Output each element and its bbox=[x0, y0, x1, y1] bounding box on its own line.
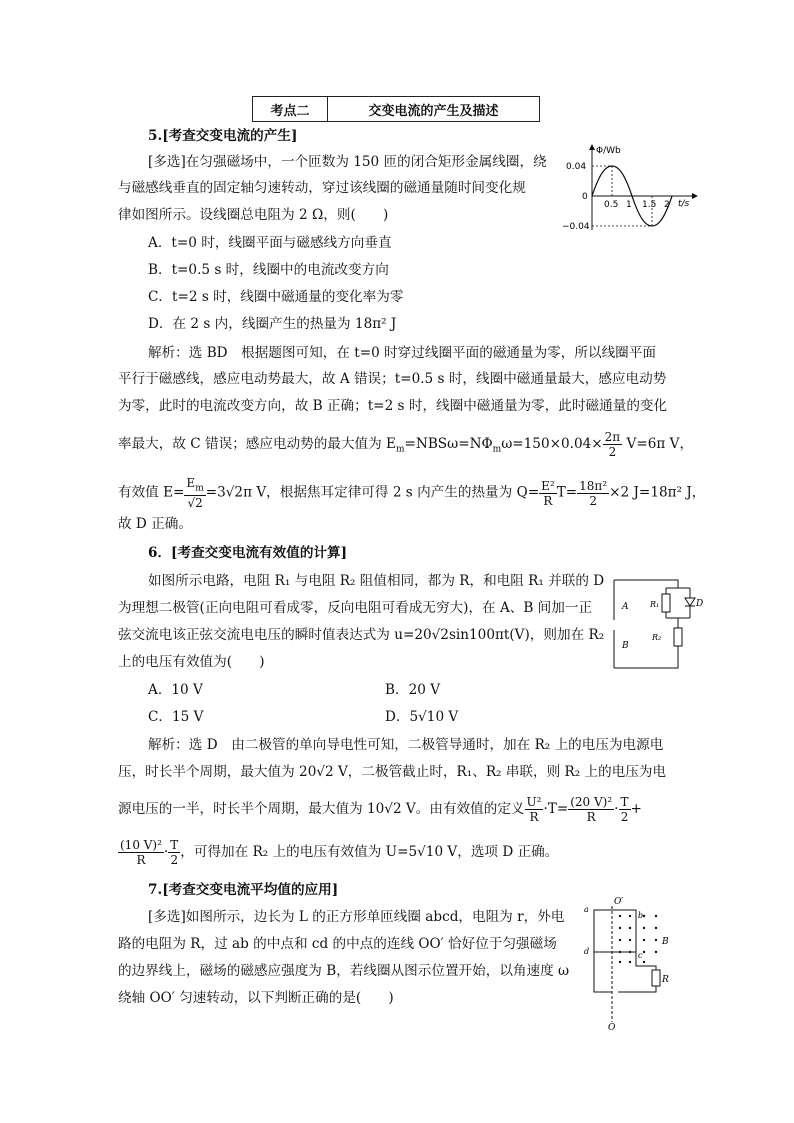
label-o: O bbox=[608, 1023, 616, 1032]
fraction-20v-sq-over-r: $\frac{\text{(20 V)²}}{R}$ bbox=[570, 795, 613, 824]
fraction-18pi2-over-2: $\frac{\text{18π²}}{2}$ bbox=[579, 478, 608, 508]
graph-x-tick: 1.5 bbox=[642, 200, 657, 210]
q5-sol4-part-d: V=6π V， bbox=[626, 436, 694, 452]
q6-sol4-text: ，可得加在 R₂ 上的电压有效值为 U=5√10 V，选项 D 正确。 bbox=[180, 844, 559, 860]
section-header bbox=[252, 96, 540, 122]
graph-y-label: Φ/Wb bbox=[596, 146, 621, 156]
q6-circuit-diagram bbox=[612, 574, 704, 676]
q5-option-c: C．t=2 s 时，线圈中磁通量的变化率为零 bbox=[148, 289, 404, 305]
q6-option-c: C．15 V bbox=[148, 709, 204, 725]
x-axis-arrow bbox=[692, 193, 698, 199]
q7-coil-figure bbox=[582, 896, 674, 1032]
q7-stem-line4: 绕轴 OO′ 匀速转动，以下判断正确的是( ) bbox=[118, 990, 394, 1006]
q6-option-b: B．20 V bbox=[385, 682, 441, 698]
q6-solution-line2: 压，时长半个周期，最大值为 20√2 V，二极管截止时，R₁、R₂ 串联，则 R₂ 上的电压为电 bbox=[118, 764, 667, 780]
fraction-u2-over-r: $\frac{\text{U²}}{R}$ bbox=[526, 795, 542, 824]
fraction-t-over-2: $\frac{T}{2}$ bbox=[620, 795, 629, 824]
q7-stem-line1: [多选]如图所示，边长为 L 的正方形单匝线圈 abcd，电阻为 r，外电 bbox=[148, 909, 565, 925]
resistor-r bbox=[652, 970, 660, 986]
q5-sol4-part-c: ω=150×0.04× bbox=[501, 436, 603, 452]
q5-sol5-part-b: =3√2π V，根据焦耳定律可得 2 s 内产生的热量为 Q= bbox=[205, 484, 540, 501]
graph-x-tick: 0.5 bbox=[604, 200, 619, 210]
q5-option-a: A．t=0 时，线圈平面与磁感线方向垂直 bbox=[148, 235, 392, 251]
q5-stem-line3: 律如图所示。设线圈总电阻为 2 Ω，则( ) bbox=[118, 207, 389, 223]
label-c: c bbox=[638, 951, 643, 960]
resistor-r2 bbox=[674, 628, 682, 646]
q6-solution-line4: $\frac{\text{(10 V)²}}{R}$ · $\frac{T}{2}$ ，可得加在 R₂ 上的电压有效值为 U=5√10 V，选项 D 正确。 bbox=[120, 838, 559, 867]
q7-stem-line3: 的边界线上，磁场的磁感应强度为 B，若线圈从图示位置开始，以角速度 ω bbox=[118, 963, 570, 979]
q7-stem-line2: 路的电阻为 R，过 ab 的中点和 cd 的中点的连线 OO′ 恰好位于匀强磁场 bbox=[118, 936, 557, 952]
fraction-t-over-2: $\frac{T}{2}$ bbox=[170, 838, 179, 867]
terminal-a-label: A bbox=[622, 602, 629, 612]
label-d: d bbox=[584, 947, 590, 956]
q5-sol5-part-c: T= bbox=[556, 484, 578, 501]
q6-stem-line1: 如图所示电路，电阻 R₁ 与电阻 R₂ 阻值相同，都为 R，和电阻 R₁ 并联的 D bbox=[148, 573, 605, 589]
q5-solution-line5 bbox=[118, 476, 705, 510]
label-r: R bbox=[662, 975, 669, 985]
y-axis-arrow bbox=[589, 144, 595, 150]
q5-solution-line4: 率最大，故 C 错误；感应电动势的最大值为 $E_m=NBS\omega=N\Phi_m\omega=150\times 0.04\times$ $\frac{2\pi}{2}$ V=6π V， bbox=[118, 430, 694, 459]
q6-stem-line4: 上的电压有效值为( ) bbox=[118, 654, 265, 670]
section-number: 考点二 bbox=[270, 104, 310, 119]
q6-stem-line3: 弦交流电该正弦交流电电压的瞬时值表达式为 u=20√2sin100πt(V)，则加在 R₂ bbox=[118, 627, 605, 643]
q5-solution-line3: 为零，此时的电流改变方向，故 B 正确；t=2 s 时，线圈中磁通量为零，此时磁通量的变化 bbox=[118, 398, 668, 414]
q6-sol3-text: 源电压的一半，时长半个周期，最大值为 10√2 V。由有效值的定义 bbox=[118, 801, 525, 817]
r1-label: R₁ bbox=[650, 600, 660, 609]
q7-title: 7.[考查交变电流平均值的应用] bbox=[148, 882, 339, 898]
q5-stem-line2: 与磁感线垂直的固定轴匀速转动，穿过该线圈的磁通量随时间变化规 bbox=[118, 180, 526, 196]
label-a: a bbox=[584, 905, 589, 914]
q5-stem-line1: [多选]在匀强磁场中，一个匝数为 150 匝的闭合矩形金属线圈，绕 bbox=[148, 154, 547, 170]
q5-option-d: D．在 2 s 内，线圈产生的热量为 18π² J bbox=[148, 316, 397, 332]
q5-solution-line2: 平行于磁感线，感应电动势最大，故 A 错误；t=0.5 s 时，线圈中磁通量最大，感应电动势 bbox=[118, 371, 667, 387]
q6-stem-line2: 为理想二极管(正向电阻可看成零，反向电阻可看成无穷大)，在 A、B 间加一正 bbox=[118, 600, 593, 616]
d-label: D bbox=[696, 599, 704, 609]
fraction-e2-over-r: $\frac{\text{E²}}{R}$ bbox=[541, 478, 555, 508]
section-title: 交变电流的产生及描述 bbox=[368, 104, 499, 119]
label-field-b: B bbox=[662, 937, 669, 947]
graph-y-tick-bottom: −0.04 bbox=[562, 222, 590, 232]
q5-sol4-part-a: 率最大，故 C 错误；感应电动势的最大值为 E bbox=[118, 436, 396, 452]
q6-option-d: D．5√10 V bbox=[385, 709, 459, 725]
fraction-em-over-root2: $\frac{E_m}{√2}$ bbox=[186, 476, 204, 511]
q5-solution-line6: 故 D 正确。 bbox=[118, 516, 192, 532]
resistor-r1 bbox=[662, 594, 670, 612]
q6-solution-line1: 解析：选 D 由二极管的单向导电性可知，二极管导通时，加在 R₂ 上的电压为电源电 bbox=[148, 737, 664, 753]
fraction-10v-sq-over-r: $\frac{\text{(10 V)²}}{R}$ bbox=[120, 838, 162, 867]
fraction-2pi-over-2: $\frac{2\pi}{2}$ bbox=[604, 430, 621, 459]
q5-sol5-part-d: ×2 J=18π² J， bbox=[609, 484, 706, 501]
q5-solution-line1: 解析：选 BD 根据题图可知，在 t=0 时穿过线圈平面的磁通量为零，所以线圈平面 bbox=[148, 345, 656, 361]
terminal-b-label: B bbox=[622, 641, 629, 651]
q5-sol5-part-a: 有效值 E= bbox=[118, 484, 185, 501]
graph-x-tick: 2 bbox=[664, 200, 670, 210]
label-b: b bbox=[638, 911, 644, 920]
q5-flux-graph bbox=[560, 142, 700, 237]
q5-sol4-part-b: =NBSω=NΦ bbox=[404, 436, 493, 452]
diode-d bbox=[685, 598, 695, 606]
q6-solution-line3: 源电压的一半，时长半个周期，最大值为 10√2 V。由有效值的定义 $\frac{\text{U²}}{R}$ ·T= $\frac{\text{(20 V)²}}{R}$ · $\frac{T}{2}$ + bbox=[118, 795, 642, 824]
graph-x-label: t/s bbox=[678, 199, 690, 209]
graph-x-tick: 1 bbox=[626, 200, 632, 210]
graph-y-tick-zero: 0 bbox=[582, 192, 588, 202]
graph-y-tick-top: 0.04 bbox=[566, 162, 587, 172]
q6-title: 6．[考查交变电流有效值的计算] bbox=[148, 545, 348, 561]
label-o-prime: O′ bbox=[614, 897, 624, 907]
q5-option-b: B．t=0.5 s 时，线圈中的电流改变方向 bbox=[148, 262, 389, 278]
q5-title: 5.[考查交变电流的产生] bbox=[148, 128, 298, 144]
r2-label: R₂ bbox=[652, 633, 662, 642]
q6-option-a: A．10 V bbox=[148, 682, 203, 698]
